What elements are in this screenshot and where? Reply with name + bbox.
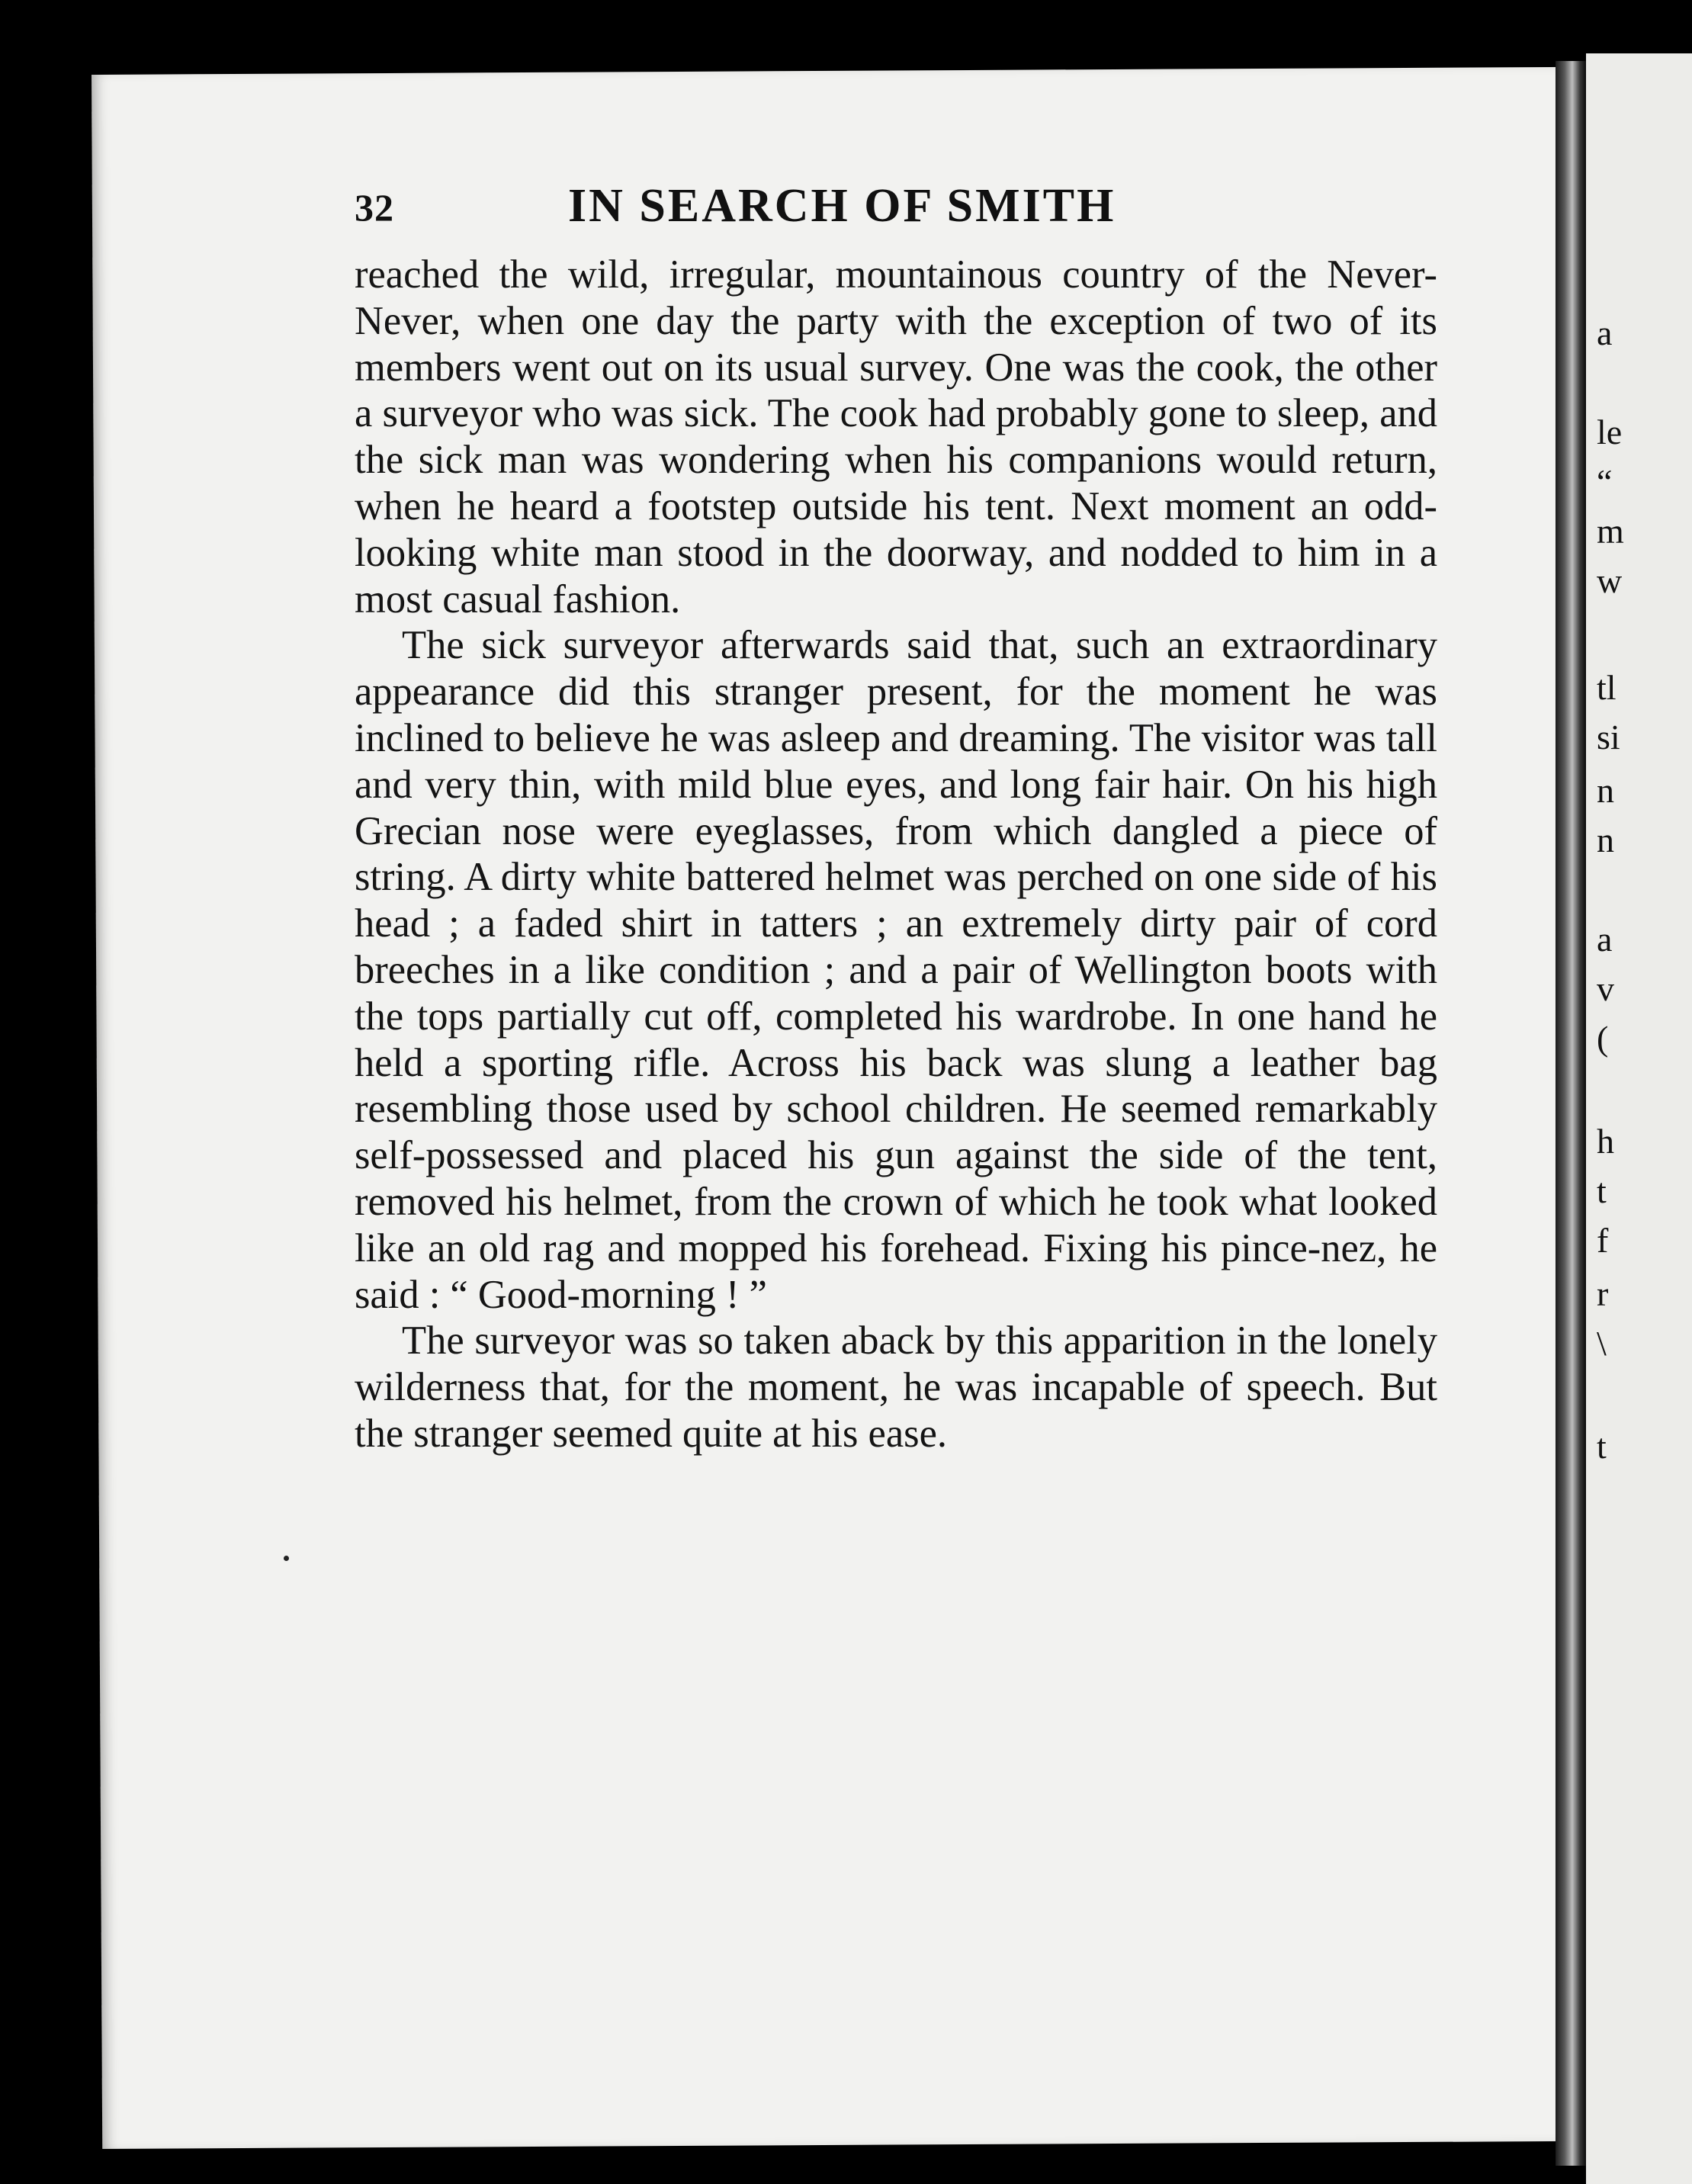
facing-page-fragment: a [1597, 920, 1613, 959]
facing-page-fragment: \ [1597, 1324, 1607, 1363]
facing-page-fragment: n [1597, 821, 1614, 859]
running-title: IN SEARCH OF SMITH [568, 180, 1116, 232]
paragraph-1: reached the wild, irregular, mountainous country of the Never-Never, when one day the party with the exception of two of its members went out on its usual survey. One was the cook, the other a surveyor who was sick. The cook had probably gone to sleep, and the sick man was wondering when his companions would return, when he heard a footstep outside his tent. Next moment an odd-looking white man stood in the doorway, and nodded to him in a most casual fashion. [355, 252, 1437, 621]
facing-page-fragment: tl [1597, 668, 1617, 707]
paragraph-2: The sick surveyor afterwards said that, such an extraordinary appearance did this stranger present, for the moment he was inclined to believe he was asleep and dreaming. The visitor was tall and very thin, with mild blue eyes, and long fair hair. On his high Grecian nose were eyeglasses, from which dangled a piece of string. A dirty white battered helmet was perched on one side of his head ; a faded shirt in tatters ; an extremely dirty pair of cord breeches in a like condition ; and a pair of Wellington boots with the tops partially cut off, completed his wardrobe. In one hand he held a sporting rifle. Across his back was slung a leather bag resembling those used by school children. He seemed remarkably self-possessed and placed his gun against the side of the tent, removed his helmet, from the crown of which he took what looked like an old rag and mopped his forehead. Fixing his pince-nez, he said : “ Good-morning ! ” [355, 623, 1437, 1317]
facing-page-fragment: t [1597, 1427, 1607, 1466]
facing-page-fragment: ( [1597, 1019, 1609, 1058]
facing-page-fragment: le [1597, 413, 1623, 451]
facing-page-fragment: m [1597, 512, 1624, 551]
facing-page-fragment: t [1597, 1171, 1607, 1210]
page-header [355, 179, 1308, 240]
facing-page-fragment: w [1597, 561, 1623, 600]
facing-page-fragment: v [1597, 969, 1614, 1008]
speck [284, 1556, 289, 1561]
body-text [355, 252, 1437, 1457]
facing-page-fragment: n [1597, 771, 1614, 810]
paragraph-3: The surveyor was so taken aback by this apparition in the lonely wilderness that, for the moment, he was incapable of speech. But the stranger seemed quite at his ease. [355, 1318, 1437, 1456]
facing-page-fragment: “ [1597, 462, 1613, 501]
facing-page-fragment: a [1597, 313, 1613, 352]
page-number: 32 [355, 186, 394, 229]
facing-page-fragment: h [1597, 1122, 1614, 1161]
facing-page-edge [1586, 53, 1692, 2184]
facing-page-fragment: si [1597, 718, 1620, 756]
facing-page-fragment: f [1597, 1221, 1609, 1260]
book-gutter [1556, 61, 1586, 2166]
facing-page-fragment: r [1597, 1274, 1609, 1313]
